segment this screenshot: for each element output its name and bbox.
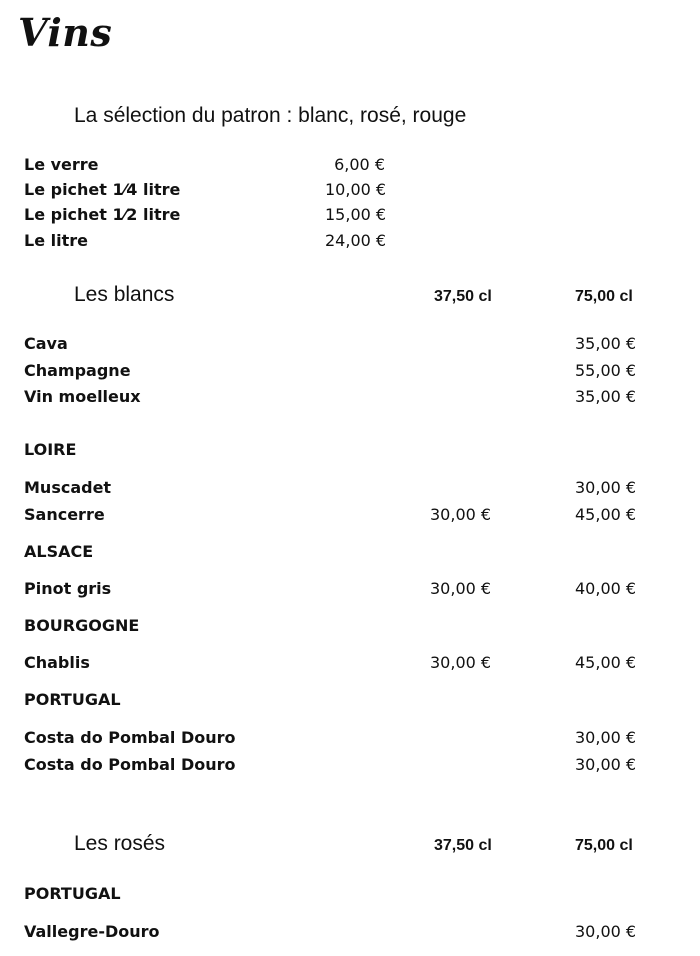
roses-column-37cl: 37,50 cl [434, 837, 492, 854]
region-label: PORTUGAL [24, 690, 121, 709]
roses-column-75cl: 75,00 cl [575, 837, 633, 854]
wine-price-75cl: 35,00 € [575, 387, 637, 406]
wine-name: Muscadet [24, 478, 112, 497]
region-label: BOURGOGNE [24, 616, 140, 635]
selection-item-price: 24,00 € [325, 231, 387, 250]
region-label: LOIRE [24, 440, 77, 459]
region-label: PORTUGAL [24, 884, 121, 903]
page-title: Vins [18, 10, 113, 55]
blancs-column-37cl: 37,50 cl [434, 288, 492, 305]
blancs-column-75cl: 75,00 cl [575, 288, 633, 305]
wine-price-75cl: 30,00 € [575, 922, 637, 941]
wine-price-75cl: 35,00 € [575, 334, 637, 353]
wine-price-37cl: 30,00 € [430, 579, 492, 598]
selection-item-name: Le pichet 1⁄2 litre [24, 205, 181, 224]
selection-heading: La sélection du patron : blanc, rosé, rouge [74, 104, 467, 127]
wine-name: Sancerre [24, 505, 105, 524]
wine-name: Pinot gris [24, 579, 112, 598]
selection-item-price: 15,00 € [325, 205, 387, 224]
wine-price-75cl: 30,00 € [575, 755, 637, 774]
wine-price-75cl: 45,00 € [575, 653, 637, 672]
wine-price-75cl: 40,00 € [575, 579, 637, 598]
selection-item-price: 10,00 € [325, 180, 387, 199]
wine-name: Vin moelleux [24, 387, 141, 406]
roses-heading: Les rosés [74, 832, 166, 855]
wine-name: Costa do Pombal Douro [24, 755, 236, 774]
wine-name: Chablis [24, 653, 90, 672]
selection-item-name: Le litre [24, 231, 88, 250]
region-label: ALSACE [24, 542, 94, 561]
selection-item-name: Le pichet 1⁄4 litre [24, 180, 181, 199]
wine-name: Cava [24, 334, 68, 353]
wine-price-37cl: 30,00 € [430, 653, 492, 672]
wine-name: Costa do Pombal Douro [24, 728, 236, 747]
wine-price-75cl: 30,00 € [575, 728, 637, 747]
blancs-heading: Les blancs [74, 283, 175, 306]
wine-name: Vallegre-Douro [24, 922, 160, 941]
selection-item-price: 6,00 € [334, 155, 385, 174]
wine-price-75cl: 55,00 € [575, 361, 637, 380]
selection-item-name: Le verre [24, 155, 99, 174]
wine-price-75cl: 45,00 € [575, 505, 637, 524]
wine-name: Champagne [24, 361, 131, 380]
wine-price-37cl: 30,00 € [430, 505, 492, 524]
wine-price-75cl: 30,00 € [575, 478, 637, 497]
